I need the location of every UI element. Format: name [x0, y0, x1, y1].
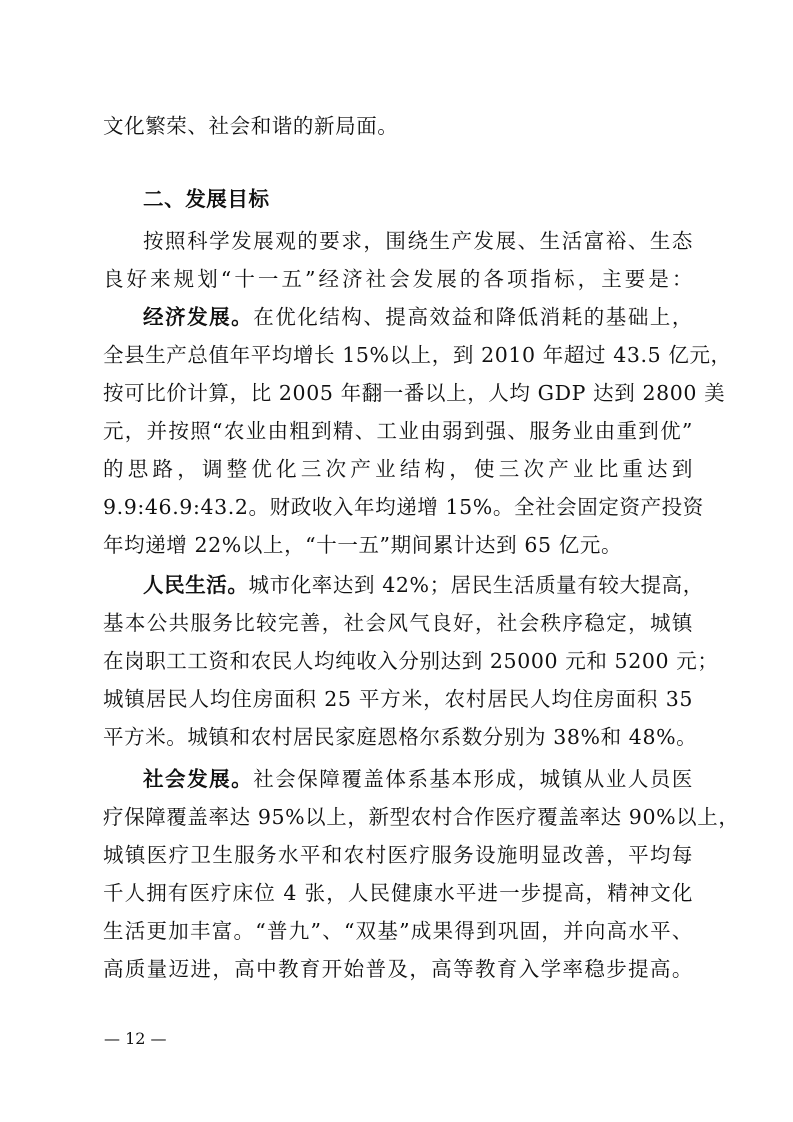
text-line: 9.9:46.9:43.2。财政收入年均递增 15%。全社会固定资产投资	[103, 495, 704, 519]
paragraph-society-first-line	[143, 764, 693, 794]
text-line: 元，并按照“农业由粗到精、工业由弱到强、服务业由重到优”	[103, 419, 693, 443]
text-line: 文化繁荣、社会和谐的新局面。	[103, 114, 399, 138]
text-line: 生活更加丰富。“普九”、“双基”成果得到巩固，并向高水平、	[103, 919, 693, 943]
lead-term-living: 人民生活。	[143, 573, 249, 597]
paragraph-living-first-line	[143, 570, 704, 600]
text-line: 城镇医疗卫生服务水平和农村医疗服务设施明显改善，平均每	[103, 843, 693, 867]
lead-term-society: 社会发展。	[143, 767, 254, 791]
text-line: 千人拥有医疗床位 4 张，人民健康水平进一步提高，精神文化	[103, 881, 693, 905]
text-line: 基本公共服务比较完善，社会风气良好，社会秩序稳定，城镇	[103, 611, 693, 635]
section-heading: 二、发展目标	[143, 187, 270, 211]
text-line: 的思路，调整优化三次产业结构，使三次产业比重达到	[103, 457, 693, 481]
page-number: — 12 —	[104, 1029, 167, 1048]
text-line: 城镇居民人均住房面积 25 平方米，农村居民人均住房面积 35	[103, 687, 693, 711]
lead-term-economy: 经济发展。	[143, 305, 254, 329]
text-span: 城市化率达到 42%；居民生活质量有较大提高，	[248, 573, 704, 597]
text-line: 疗保障覆盖率达 95%以上，新型农村合作医疗覆盖率达 90%以上，	[103, 805, 740, 829]
text-line: 全县生产总值年平均增长 15%以上，到 2010 年超过 43.5 亿元，	[103, 343, 732, 367]
text-line: 在岗职工工资和农民人均纯收入分别达到 25000 元和 5200 元；	[103, 649, 719, 673]
text-line: 年均递增 22%以上，“十一五”期间累计达到 65 亿元。	[103, 533, 623, 557]
text-line: 高质量迈进，高中教育开始普及，高等教育入学率稳步提高。	[103, 957, 693, 981]
text-line: 平方米。城镇和农村居民家庭恩格尔系数分别为 38%和 48%。	[103, 725, 698, 749]
text-line: 良好来规划“十一五”经济社会发展的各项指标，主要是：	[103, 267, 693, 291]
text-span: 在优化结构、提高效益和降低消耗的基础上，	[253, 305, 693, 329]
text-span: 社会保障覆盖体系基本形成，城镇从业人员医	[253, 767, 693, 791]
paragraph-economy-first-line	[143, 302, 693, 332]
text-line: 按可比价计算，比 2005 年翻一番以上，人均 GDP 达到 2800 美	[103, 381, 726, 405]
text-line: 按照科学发展观的要求，围绕生产发展、生活富裕、生态	[143, 229, 693, 253]
